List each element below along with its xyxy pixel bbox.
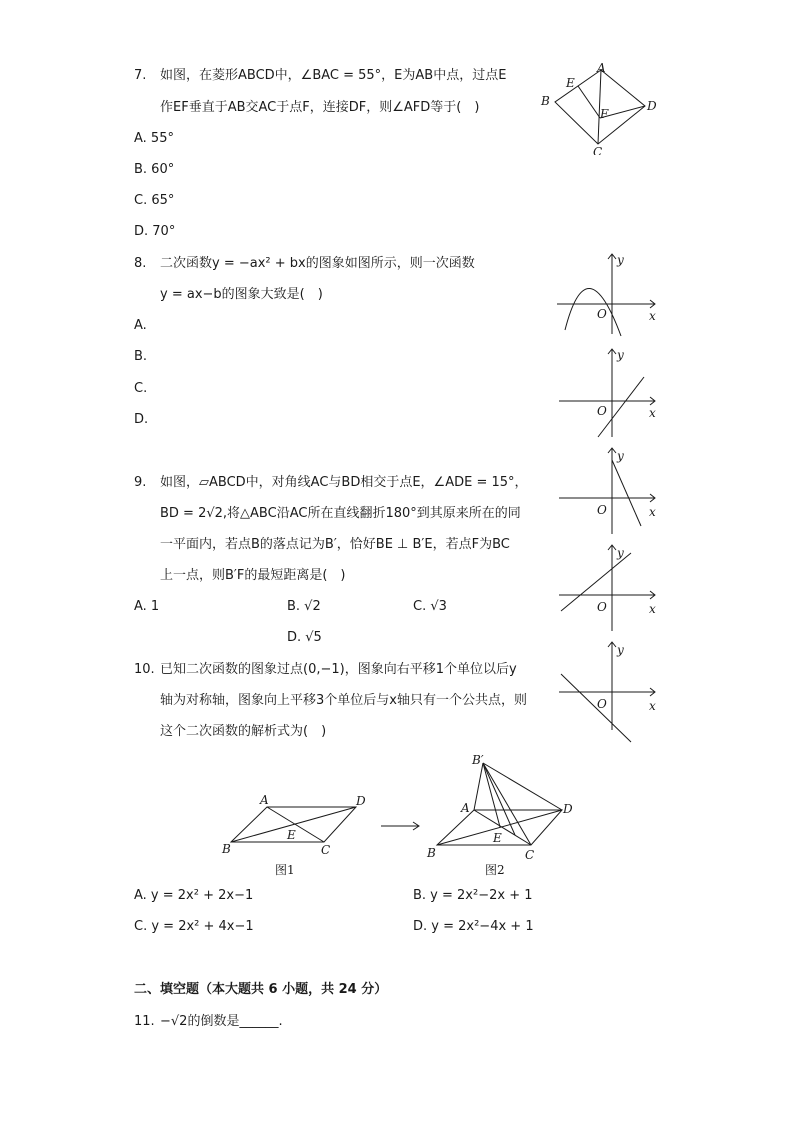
q9-figure1-caption: 图1 — [275, 863, 295, 877]
q9-fig2-label-b: B — [427, 846, 436, 860]
q9-fig2-label-a: A — [461, 801, 470, 815]
q8-option-a: A. — [134, 318, 147, 333]
q9-line3: 一平面内，若点B的落点记为B′，恰好BE ⊥ B′E，若点F为BC — [160, 537, 510, 552]
q7-line1: 如图，在菱形ABCD中，∠BAC = 55°，E为AB中点，过点E — [160, 68, 507, 83]
q7-label-e: E — [566, 76, 575, 90]
q7-option-b: B. 60° — [134, 162, 175, 177]
q8-option-b-graph — [555, 444, 665, 536]
q9-option-d: D. √5 — [287, 630, 322, 645]
q8-origin-label: O — [597, 307, 607, 321]
q8d-origin-label: O — [597, 697, 607, 711]
q9-line4: 上一点，则B′F的最短距离是( ) — [160, 568, 346, 583]
q9-fig1-label-a: A — [260, 793, 269, 807]
q9-fig2-label-c: C — [525, 848, 535, 862]
q9-fig1-label-b: B — [222, 842, 231, 856]
q8a-x-label: x — [649, 406, 656, 420]
q8-parabola-graph — [555, 248, 665, 340]
q8b-origin-label: O — [597, 503, 607, 517]
q9-option-a: A. 1 — [134, 599, 160, 614]
section2-heading: 二、填空题（本大题共 6 小题，共 24 分） — [134, 982, 388, 997]
q10-line2: 轴为对称轴，图象向上平移3个单位后与x轴只有一个公共点，则 — [160, 693, 527, 708]
q7-label-f: F — [600, 107, 609, 121]
q8-option-d-graph — [555, 638, 665, 748]
q11-number: 11. — [134, 1014, 155, 1029]
q7-option-c: C. 65° — [134, 193, 175, 208]
q10-line1: 已知二次函数的图象过点(0,−1)，图象向右平移1个单位以后y — [160, 662, 517, 677]
q10-line3: 这个二次函数的解析式为( ) — [160, 724, 327, 739]
q9-fig2-label-d: D — [563, 802, 573, 816]
q10-option-a: A. y = 2x² + 2x−1 — [134, 888, 254, 903]
q8-line2: y = ax−b的图象大致是( ) — [160, 287, 323, 302]
q7-option-d: D. 70° — [134, 224, 176, 239]
q7-rhombus-figure — [535, 60, 665, 155]
q7-label-d: D — [647, 99, 657, 113]
q9-figures — [215, 750, 585, 880]
q7-label-c: C — [593, 145, 603, 155]
q10-option-d: D. y = 2x²−4x + 1 — [413, 919, 534, 934]
q9-fig2-label-bp: B′ — [472, 753, 484, 767]
q8c-y-label: y — [617, 546, 624, 560]
q10-number: 10. — [134, 662, 155, 677]
q8b-y-label: y — [617, 449, 624, 463]
q9-option-c: C. √3 — [413, 599, 447, 614]
q10-option-b: B. y = 2x²−2x + 1 — [413, 888, 533, 903]
q11-text: −√2的倒数是______. — [160, 1014, 283, 1029]
q9-line2: BD = 2√2,将△ABC沿AC所在直线翻折180°到其原来所在的同 — [160, 506, 521, 521]
q8d-x-label: x — [649, 699, 656, 713]
q9-arrow — [381, 822, 419, 830]
q9-figure2-caption: 图2 — [485, 863, 505, 877]
q8-option-b: B. — [134, 349, 148, 364]
q7-label-a: A — [597, 61, 606, 75]
q9-fig1-label-c: C — [321, 843, 331, 857]
q9-fig1-label-e: E — [287, 828, 296, 842]
q10-option-c: C. y = 2x² + 4x−1 — [134, 919, 254, 934]
q8c-x-label: x — [649, 602, 656, 616]
q9-option-b: B. √2 — [287, 599, 321, 614]
q8-option-d: D. — [134, 412, 149, 427]
q8-option-a-graph — [555, 345, 665, 440]
q8d-y-label: y — [617, 643, 624, 657]
q7-number: 7. — [134, 68, 147, 83]
q7-label-b: B — [541, 94, 550, 108]
q8a-origin-label: O — [597, 404, 607, 418]
q8-x-label: x — [649, 309, 656, 323]
q9-number: 9. — [134, 475, 147, 490]
q9-fig2-label-e: E — [493, 831, 502, 845]
q8c-origin-label: O — [597, 600, 607, 614]
q8a-y-label: y — [617, 348, 624, 362]
q8b-x-label: x — [649, 505, 656, 519]
q7-option-a: A. 55° — [134, 131, 174, 146]
q9-fig1-label-d: D — [356, 794, 366, 808]
q8-line1: 二次函数y = −ax² + bx的图象如图所示，则一次函数 — [160, 256, 475, 271]
q8-option-c-graph — [555, 541, 665, 633]
q9-line1: 如图，▱ABCD中，对角线AC与BD相交于点E，∠ADE = 15°， — [160, 475, 528, 490]
q8-y-label: y — [617, 253, 624, 267]
q8-option-c: C. — [134, 381, 148, 396]
q8-number: 8. — [134, 256, 147, 271]
q7-line2: 作EF垂直于AB交AC于点F，连接DF，则∠AFD等于( ) — [160, 100, 480, 115]
